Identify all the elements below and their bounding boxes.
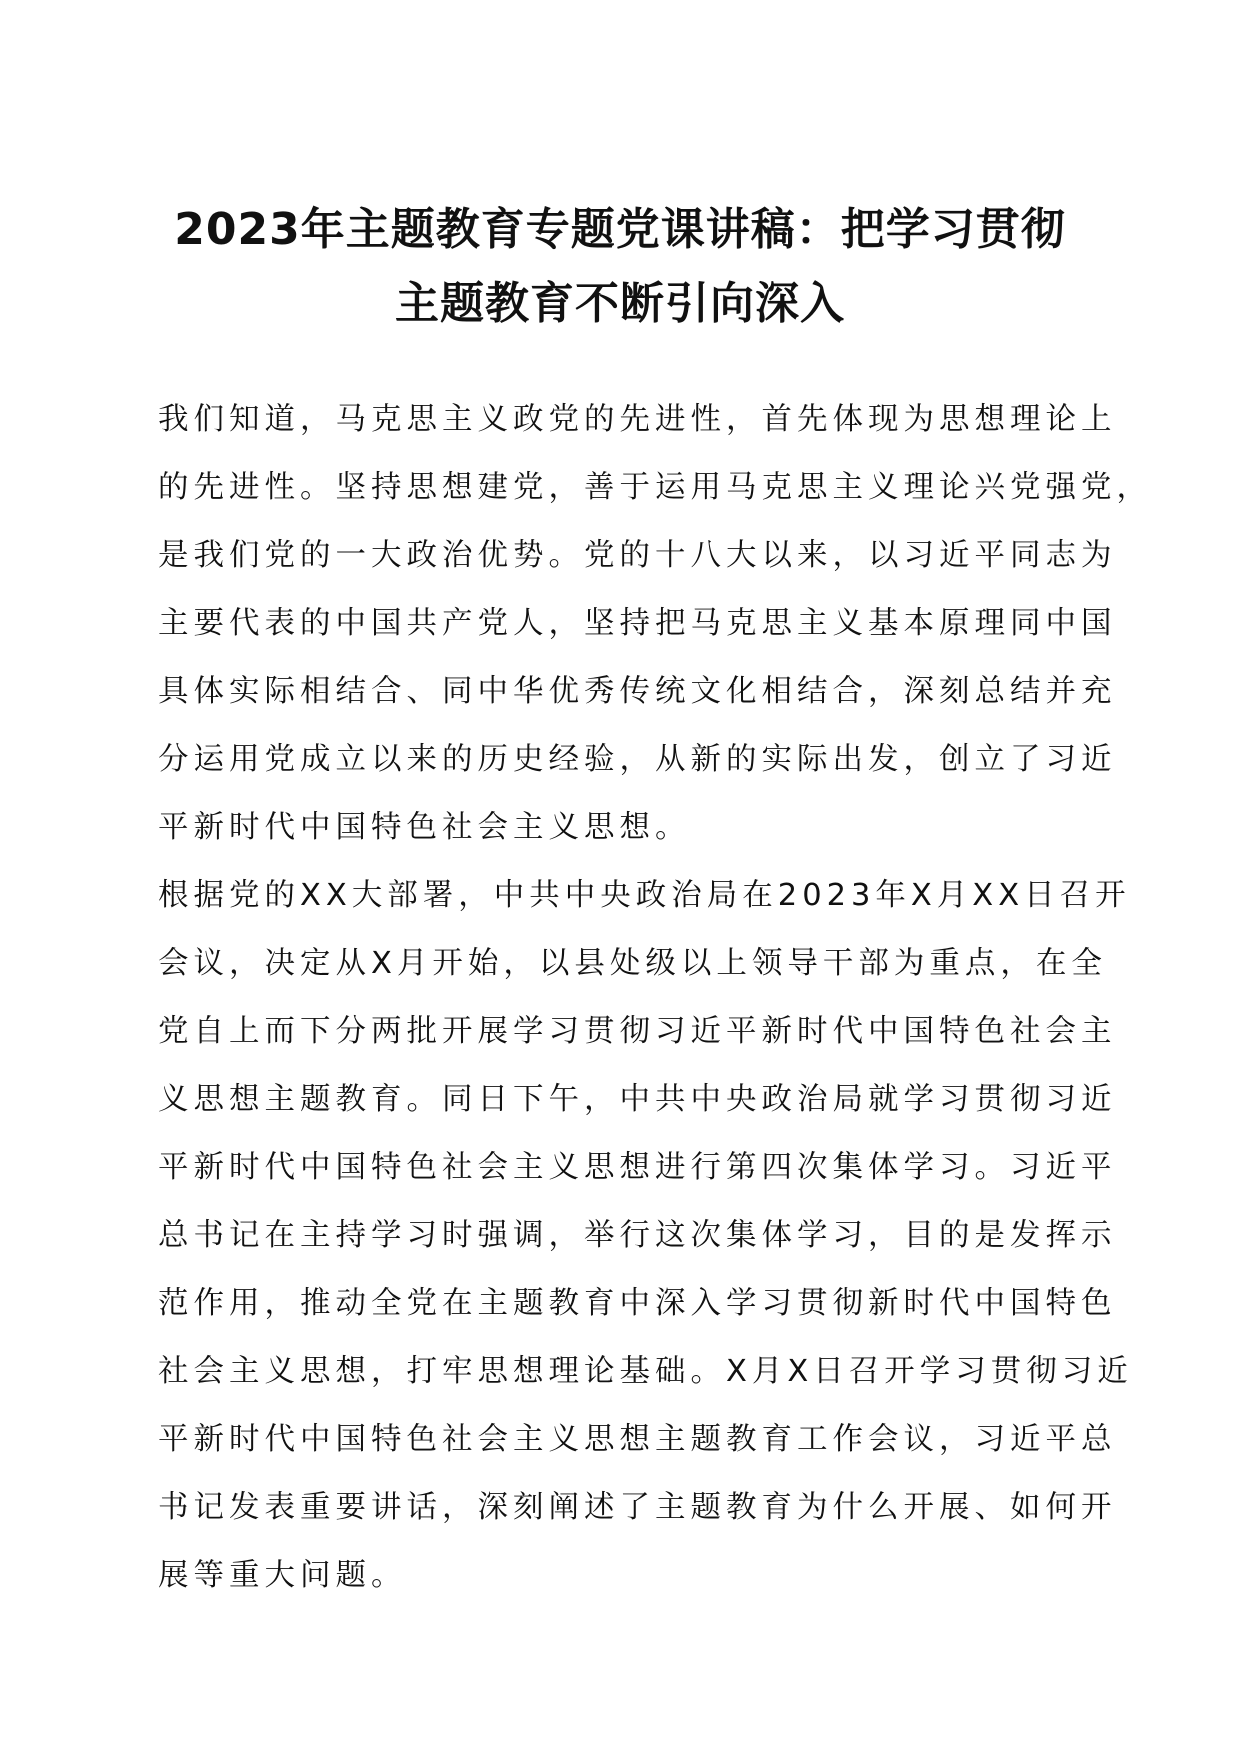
paragraph-line: 是我们党的一大政治优势。党的十八大以来，以习近平同志为 xyxy=(158,538,1117,573)
paragraph-line: 的先进性。坚持思想建党，善于运用马克思主义理论兴党强党， xyxy=(158,470,1152,505)
paragraph-line: 书记发表重要讲话，深刻阐述了主题教育为什么开展、如何开 xyxy=(158,1490,1117,1525)
paragraph-line: 会议，决定从X月开始，以县处级以上领导干部为重点，在全 xyxy=(158,946,1107,981)
paragraph-line: 社会主义思想，打牢思想理论基础。X月X日召开学习贯彻习近 xyxy=(158,1354,1133,1389)
paragraph-line: 范作用，推动全党在主题教育中深入学习贯彻新时代中国特色 xyxy=(158,1286,1117,1321)
paragraph-line: 分运用党成立以来的历史经验，从新的实际出发，创立了习近 xyxy=(158,742,1117,777)
paragraph-line: 主要代表的中国共产党人，坚持把马克思主义基本原理同中国 xyxy=(158,606,1117,641)
title-line-2: 主题教育不断引向深入 xyxy=(395,278,845,329)
paragraph-line: 平新时代中国特色社会主义思想。 xyxy=(158,810,691,845)
paragraph-line: 总书记在主持学习时强调，举行这次集体学习，目的是发挥示 xyxy=(158,1218,1117,1253)
paragraph-line: 展等重大问题。 xyxy=(158,1558,407,1593)
title-line-1: 2023年主题教育专题党课讲稿：把学习贯彻 xyxy=(174,204,1066,255)
paragraph-line: 平新时代中国特色社会主义思想进行第四次集体学习。习近平 xyxy=(158,1150,1117,1185)
paragraph-line: 根据党的XX大部署，中共中央政治局在2023年X月XX日召开 xyxy=(158,878,1131,913)
document-body xyxy=(158,386,1152,1610)
paragraph-line: 具体实际相结合、同中华优秀传统文化相结合，深刻总结并充 xyxy=(158,674,1117,709)
paragraph-line: 平新时代中国特色社会主义思想主题教育工作会议，习近平总 xyxy=(158,1422,1117,1457)
document-title xyxy=(150,193,1090,341)
paragraph-1 xyxy=(158,386,1152,862)
paragraph-line: 党自上而下分两批开展学习贯彻习近平新时代中国特色社会主 xyxy=(158,1014,1117,1049)
paragraph-2 xyxy=(158,862,1133,1610)
paragraph-line: 义思想主题教育。同日下午，中共中央政治局就学习贯彻习近 xyxy=(158,1082,1117,1117)
paragraph-line: 我们知道，马克思主义政党的先进性，首先体现为思想理论上 xyxy=(158,402,1117,437)
